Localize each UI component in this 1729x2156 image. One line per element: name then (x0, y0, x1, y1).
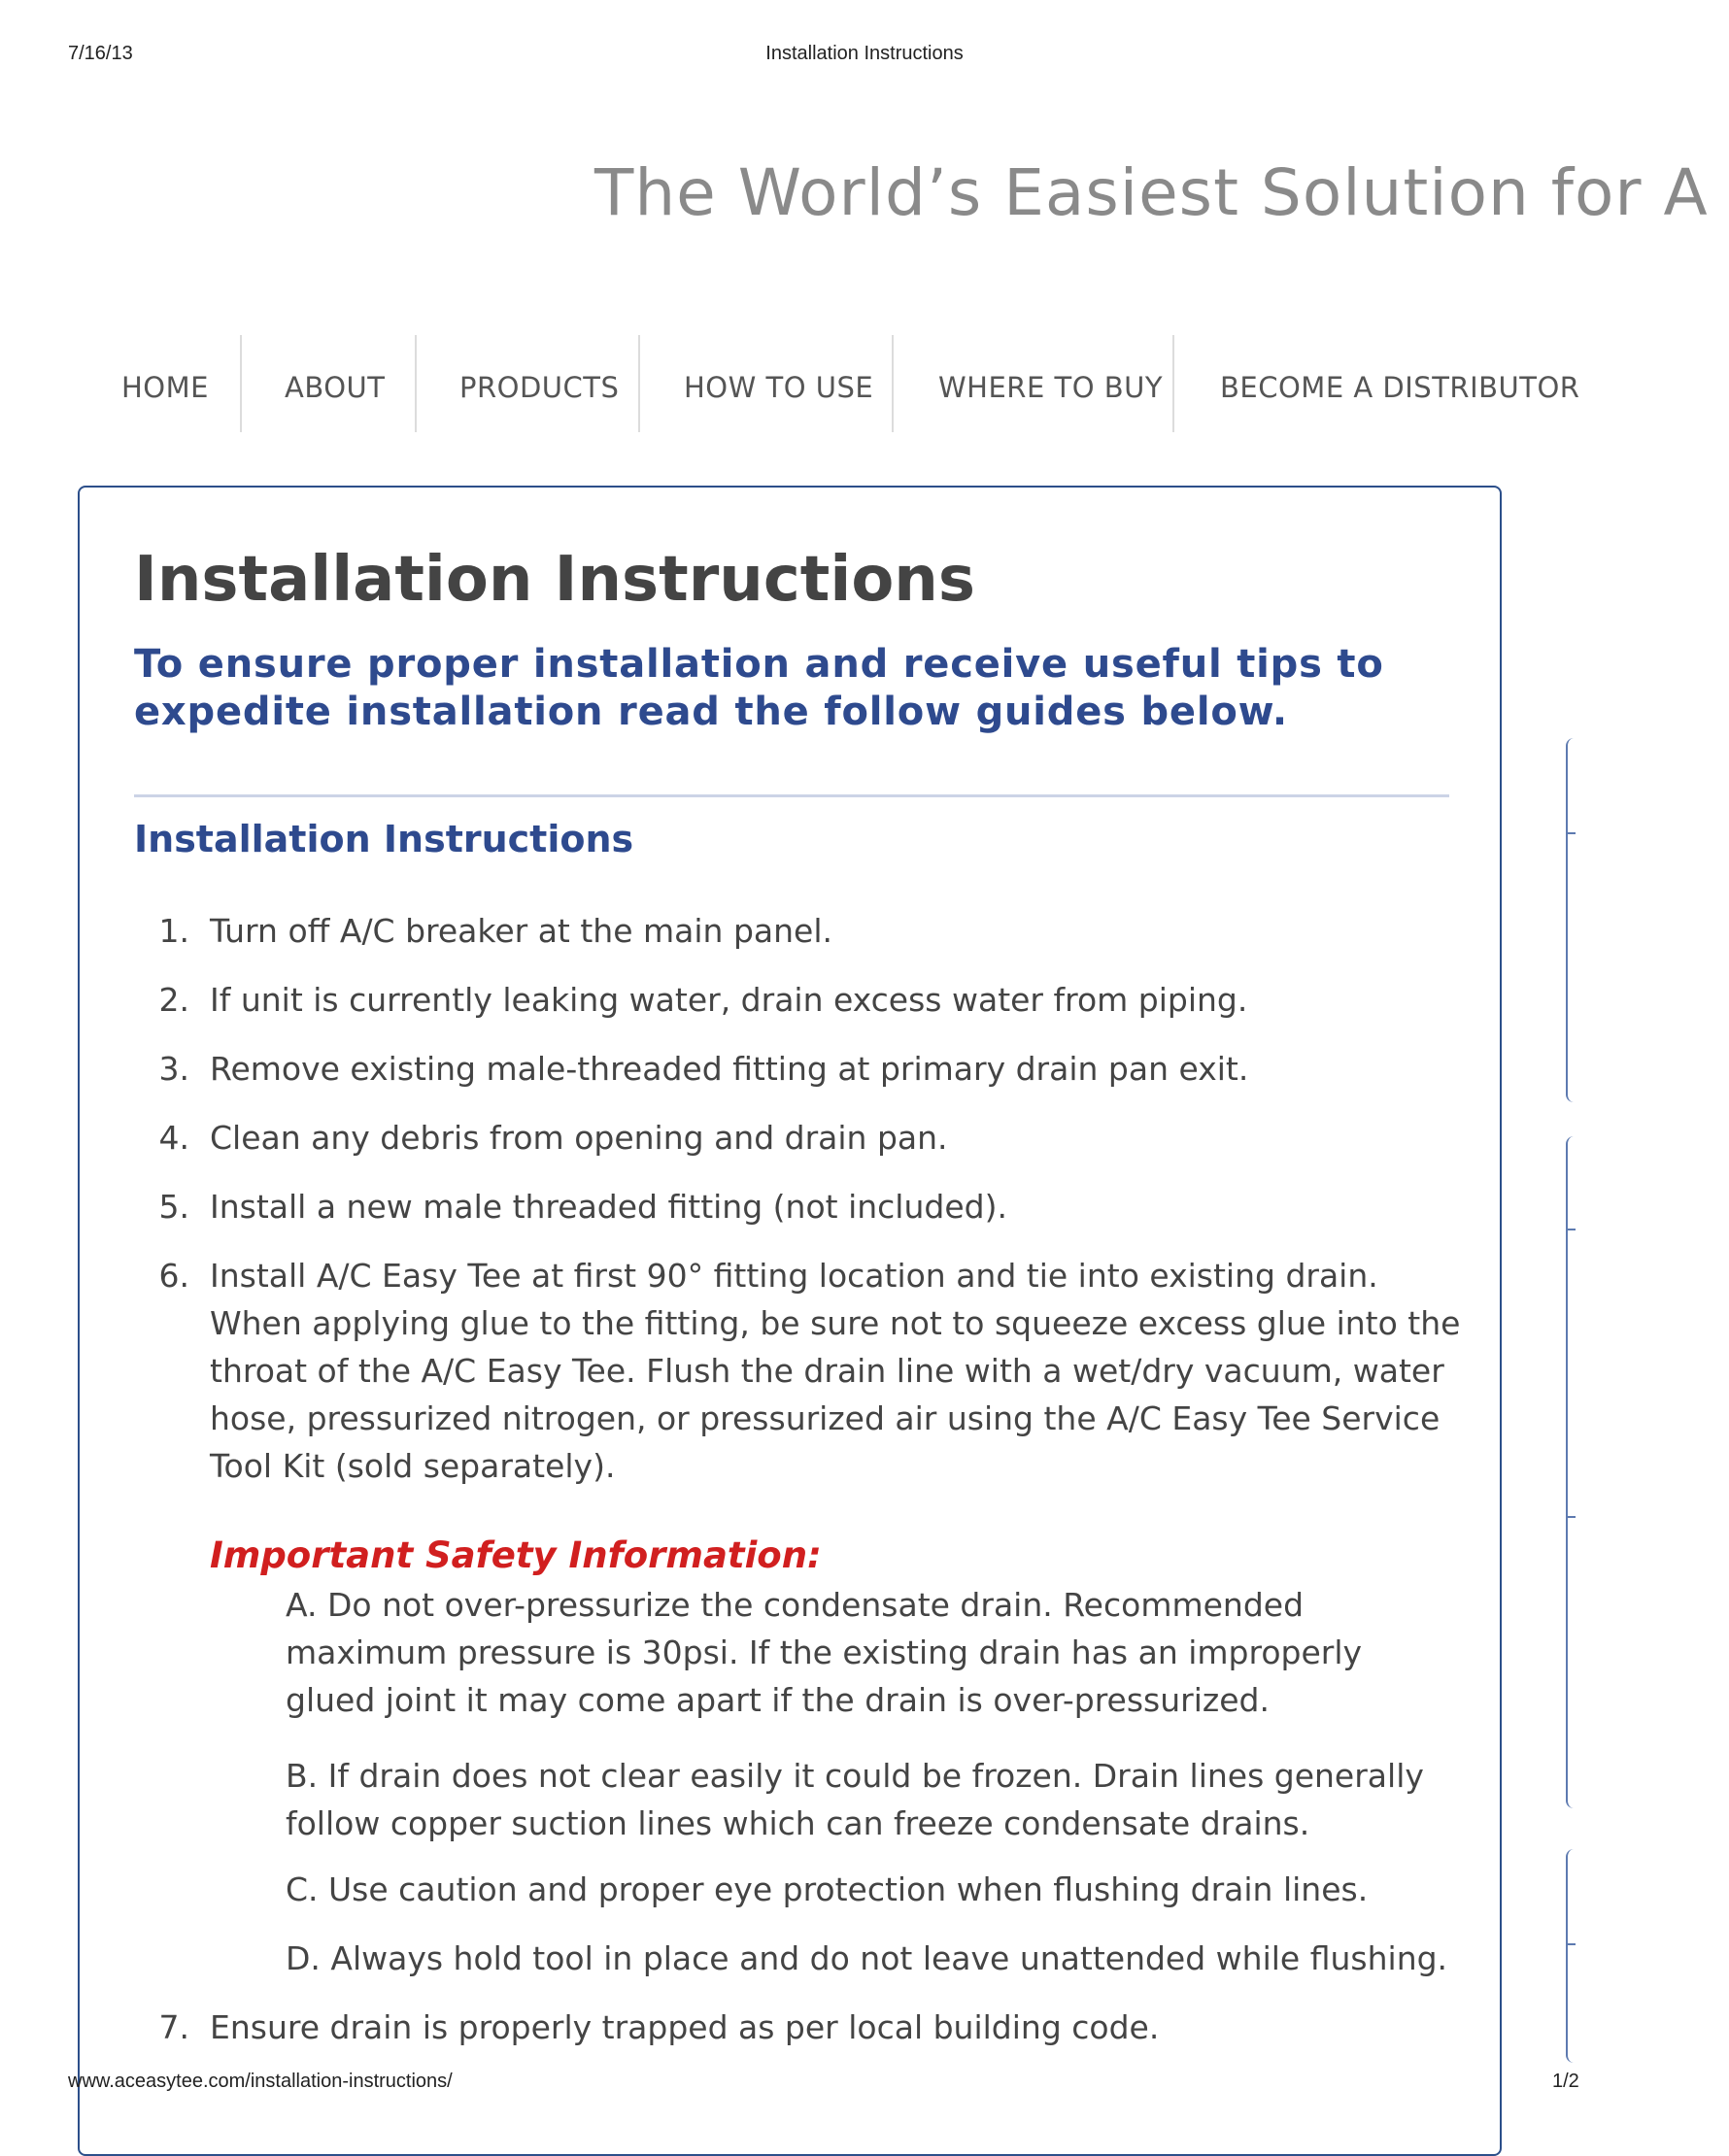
step-text: Install A/C Easy Tee at first 90° fitting location and tie into existing drain. When applying glue to the fitting, be sure not to squeeze excess glue into the throat of the A/C Easy Tee. Flush the drain line with a wet/dry vacuum, water hose, pressurized nitrogen, or pressurized air using the A/C Easy Tee Service Tool Kit (sold separately). (210, 1257, 1461, 1485)
nav-where-to-buy[interactable]: WHERE TO BUY (938, 371, 1164, 404)
sidebar-divider (1566, 832, 1576, 834)
step-number: 7. (158, 2008, 189, 2046)
step-number: 5. (158, 1188, 189, 1226)
step-number: 1. (158, 912, 189, 950)
step-number: 6. (158, 1257, 189, 1295)
safety-note: B. If drain does not clear easily it could be frozen. Drain lines generally follow copper suction lines which can freeze condensate drains. (286, 1757, 1424, 1842)
nav-separator (1172, 335, 1174, 432)
step-text: Turn off A/C breaker at the main panel. (210, 912, 832, 950)
section-heading: Installation Instructions (134, 818, 634, 860)
sidebar-divider (1566, 1229, 1576, 1230)
safety-heading: Important Safety Information: (210, 1534, 822, 1576)
print-date: 7/16/13 (68, 43, 133, 64)
section-divider (134, 794, 1449, 797)
step-number: 2. (158, 981, 189, 1019)
safety-note: C. Use caution and proper eye protection when flushing drain lines. (286, 1870, 1369, 1908)
page-title: Installation Instructions (134, 544, 975, 616)
step-text: Remove existing male-threaded fitting at primary drain pan exit. (210, 1050, 1249, 1088)
sidebar-panel-edge (1566, 1849, 1576, 2063)
nav-home[interactable]: HOME (121, 371, 209, 404)
sidebar-panel-edge (1566, 1136, 1576, 1808)
sidebar-panel-edge (1566, 738, 1576, 1102)
site-tagline: The World’s Easiest Solution for A (594, 155, 1709, 230)
safety-note: A. Do not over-pressurize the condensate drain. Recommended maximum pressure is 30psi. If the existing drain has an improperly glued joint it may come apart if the drain is over-pressurized. (286, 1586, 1363, 1719)
print-page-number: 1/2 (1552, 2071, 1579, 2092)
nav-how-to-use[interactable]: HOW TO USE (684, 371, 874, 404)
page-subtitle: To ensure proper installation and receive useful tips to expedite installation read the follow guides below. (134, 642, 1384, 734)
step-text: Install a new male threaded fitting (not included). (210, 1188, 1007, 1226)
step-text: Clean any debris from opening and drain pan. (210, 1119, 948, 1157)
nav-separator (892, 335, 894, 432)
sidebar-divider (1566, 1516, 1576, 1518)
nav-separator (415, 335, 417, 432)
nav-separator (240, 335, 242, 432)
print-header (0, 43, 1651, 72)
nav-separator (638, 335, 640, 432)
step-number: 3. (158, 1050, 189, 1088)
nav-products[interactable]: PRODUCTS (459, 371, 620, 404)
safety-note: D. Always hold tool in place and do not leave unattended while flushing. (286, 1939, 1448, 1977)
step-text: Ensure drain is properly trapped as per local building code. (210, 2008, 1160, 2046)
print-url: www.aceasytee.com/installation-instructions/ (68, 2071, 453, 2092)
site-tagline-banner (0, 155, 1709, 243)
step-text: If unit is currently leaking water, drain excess water from piping. (210, 981, 1248, 1019)
print-page-title: Installation Instructions (765, 43, 964, 64)
step-number: 4. (158, 1119, 189, 1157)
nav-become-distributor[interactable]: BECOME A DISTRIBUTOR (1220, 371, 1580, 404)
sidebar-divider (1566, 1943, 1576, 1945)
print-footer (0, 2071, 1651, 2100)
nav-about[interactable]: ABOUT (285, 371, 386, 404)
